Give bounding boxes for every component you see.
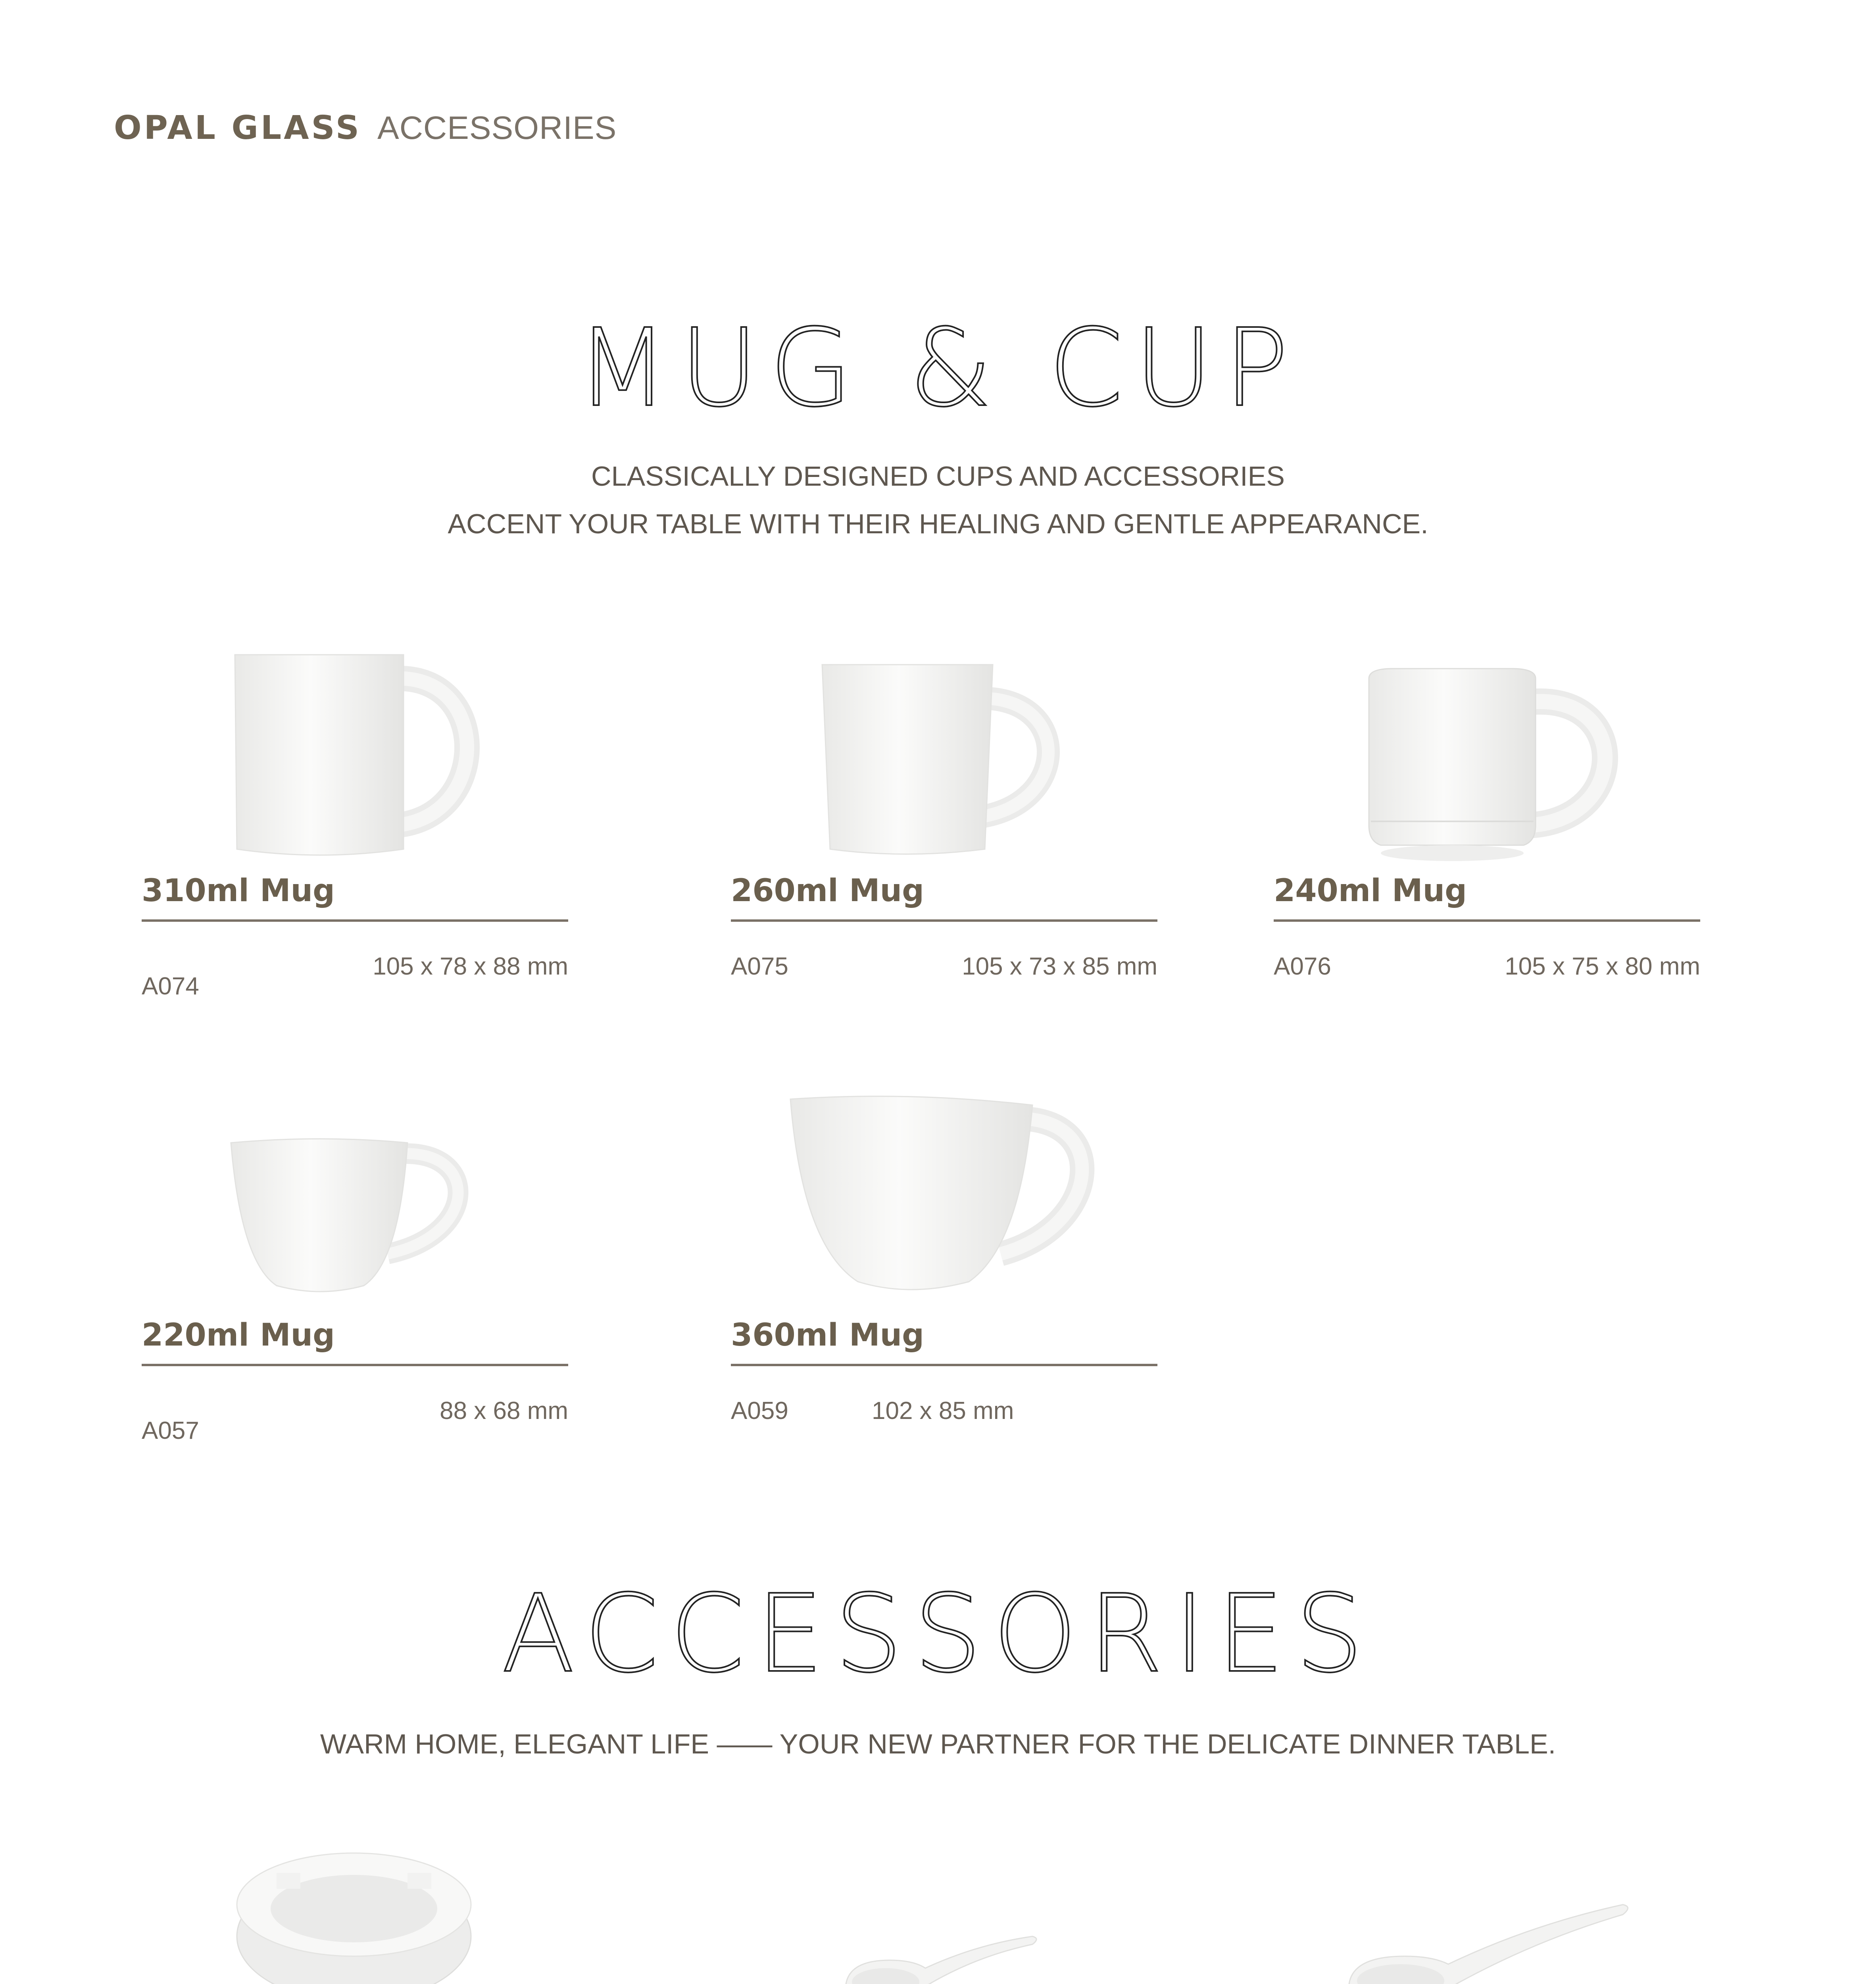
product-card[interactable] <box>142 1095 568 1460</box>
product-dimensions: 105 x 73 x 85 mm <box>962 953 1157 980</box>
spoon-photo <box>1274 1809 1700 1984</box>
mug-photo <box>1274 651 1700 865</box>
divider <box>731 1364 1157 1366</box>
product-name: 240ml Mug <box>1274 873 1467 909</box>
product-dimensions: 88 x 68 mm <box>440 1397 568 1425</box>
product-card[interactable] <box>731 1809 1157 1984</box>
brand-label: OPAL GLASS <box>114 109 361 147</box>
product-card[interactable] <box>142 651 568 1016</box>
divider <box>1274 919 1700 922</box>
product-name: 220ml Mug <box>142 1317 335 1353</box>
cup-photo <box>731 1095 1157 1309</box>
product-code: A076 <box>1274 953 1331 980</box>
divider <box>142 919 568 922</box>
product-dimensions: 102 x 85 mm <box>872 1397 1014 1425</box>
spoon-photo <box>731 1809 1157 1984</box>
product-name: 360ml Mug <box>731 1317 924 1353</box>
accessories-section-title: ACCESSORIES <box>501 1571 1375 1696</box>
product-card[interactable] <box>1274 651 1700 1016</box>
product-card[interactable] <box>731 1095 1157 1460</box>
accessories-section-subtitle: WARM HOME, ELEGANT LIFE —— YOUR NEW PARTNER FOR THE DELICATE DINNER TABLE. <box>320 1728 1556 1759</box>
mug-section-subtitle-1: CLASSICALLY DESIGNED CUPS AND ACCESSORIES <box>591 461 1285 492</box>
product-code: A074 <box>142 973 199 1000</box>
product-card[interactable] <box>731 651 1157 1016</box>
product-dimensions: 105 x 75 x 80 mm <box>1505 953 1700 980</box>
divider <box>731 919 1157 922</box>
product-card[interactable] <box>1274 1809 1700 1984</box>
mug-photo <box>731 651 1157 865</box>
divider <box>142 1364 568 1366</box>
mug-section-subtitle-2: ACCENT YOUR TABLE WITH THEIR HEALING AND GENTLE APPEARANCE. <box>448 508 1428 539</box>
product-dimensions: 105 x 78 x 88 mm <box>373 953 568 980</box>
section-label: ACCESSORIES <box>377 110 617 146</box>
ashtray-photo <box>142 1809 568 1984</box>
product-code: A057 <box>142 1417 199 1444</box>
product-name: 310ml Mug <box>142 873 335 909</box>
product-code: A059 <box>731 1397 788 1425</box>
cup-photo <box>142 1095 568 1309</box>
mug-section-title: MUG & CUP <box>576 306 1300 431</box>
mug-photo <box>142 651 568 865</box>
page-header <box>114 109 617 147</box>
product-code: A075 <box>731 953 788 980</box>
product-card[interactable] <box>142 1809 568 1984</box>
product-name: 260ml Mug <box>731 873 924 909</box>
